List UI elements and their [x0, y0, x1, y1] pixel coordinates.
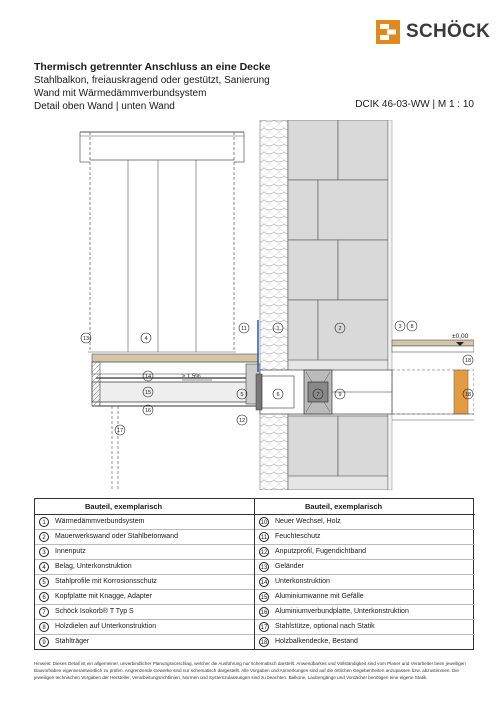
- part-label: Innenputz: [55, 548, 86, 555]
- disclaimer-note: Hinweis: Dieses Detail ist ein allgemeiner, unverbindlicher Planungsvorschlag, welcher die Ausführung nur schematisch darstellt. Anwendbarkeit und Vollständigkeit sind vom Planer und Verarbeiter beim jeweiligen Bauvorhaben eigenverantwortlich zu prüfen. Angrenzende Gewerke sind nur schematisch dargestellt. Alle Vorgaben und Anmerkungen sind auf die örtlichen Gegebenheiten anzupassen bzw. abzustimmen. Die jeweiligen technischen Vorgaben der Hersteller, Verarbeitungsrichtlinien, Normen und Systemzulassungen sind zu beachten. Balkone, Laubengänge und Vordächer benötigen eine eigene Statik.: [34, 661, 466, 680]
- level-label: ±0,00: [452, 333, 469, 340]
- callout-2: 2: [338, 326, 342, 332]
- part-number-badge: 17: [259, 622, 269, 632]
- parts-row: [255, 515, 475, 530]
- part-number-badge: 9: [39, 637, 49, 647]
- part-label: Anputzprofil, Fugendichtband: [275, 548, 367, 555]
- subtitle-1: Stahlbalkon, freiauskragend oder gestützt, Sanierung: [34, 75, 270, 86]
- parts-header-left: Bauteil, exemplarisch: [35, 499, 254, 515]
- parts-row: [255, 590, 475, 605]
- callout-17: 17: [116, 428, 124, 434]
- callout-1: 1: [276, 326, 280, 332]
- part-number-badge: 16: [259, 607, 269, 617]
- part-number-badge: 4: [39, 562, 49, 572]
- page-title: Thermisch getrennter Anschluss an eine Decke: [34, 61, 271, 73]
- part-label: Holzbalkendecke, Bestand: [275, 638, 358, 645]
- part-label: Stahlstütze, optional nach Statik: [275, 623, 375, 630]
- parts-header-right: Bauteil, exemplarisch: [255, 499, 475, 515]
- parts-column-right: [255, 499, 475, 649]
- callout-18b: 18: [464, 392, 472, 398]
- part-number-badge: 2: [39, 532, 49, 542]
- parts-row: [255, 545, 475, 560]
- parts-row: [255, 620, 475, 635]
- callout-11: 11: [241, 326, 247, 332]
- callout-9: 9: [338, 392, 342, 398]
- parts-row: [35, 590, 254, 605]
- callout-6: 6: [276, 392, 280, 398]
- parts-row: [255, 530, 475, 545]
- part-label: Aluminiumverbundplatte, Unterkonstruktion: [275, 608, 409, 615]
- part-number-badge: 3: [39, 547, 49, 557]
- subtitle-2: Wand mit Wärmedämmverbundsystem: [34, 88, 207, 99]
- part-number-badge: 11: [259, 532, 269, 542]
- parts-list-right: [255, 515, 475, 650]
- technical-drawing: [34, 120, 474, 490]
- part-label: Kopfplatte mit Knagge, Adapter: [55, 593, 152, 600]
- interior-plaster: [388, 120, 392, 490]
- callout-5: 5: [240, 392, 244, 398]
- balcony-deck: [92, 354, 260, 406]
- schoeck-logo-mark-icon: [376, 20, 400, 44]
- part-number-badge: 5: [39, 577, 49, 587]
- parts-row: [35, 545, 254, 560]
- part-label: Neuer Wechsel, Holz: [275, 518, 341, 525]
- parts-row: [35, 620, 254, 635]
- parts-row: [35, 530, 254, 545]
- callout-13: 13: [82, 336, 90, 342]
- parts-row: [255, 560, 475, 575]
- part-label: Unterkonstruktion: [275, 578, 330, 585]
- part-label: Mauerwerkswand oder Stahlbetonwand: [55, 533, 178, 540]
- callout-4: 4: [144, 336, 148, 342]
- parts-row: [35, 560, 254, 575]
- part-label: Geländer: [275, 563, 304, 570]
- subtitle-3: Detail oben Wand | unten Wand: [34, 101, 175, 112]
- part-number-badge: 10: [259, 517, 269, 527]
- callout-18a: 18: [464, 358, 472, 364]
- callout-8: 8: [410, 324, 414, 330]
- parts-row: [35, 515, 254, 530]
- part-label: Belag, Unterkonstruktion: [55, 563, 132, 570]
- etics-insulation: [260, 120, 288, 490]
- part-number-badge: 6: [39, 592, 49, 602]
- part-label: Stahlprofile mit Korrosionsschutz: [55, 578, 157, 585]
- callout-12: 12: [238, 418, 246, 424]
- part-label: Holzdielen auf Unterkonstruktion: [55, 623, 157, 630]
- part-number-badge: 7: [39, 607, 49, 617]
- parts-row: [35, 635, 254, 650]
- parts-row: [255, 635, 475, 650]
- part-number-badge: 18: [259, 637, 269, 647]
- part-number-badge: 14: [259, 577, 269, 587]
- part-label: Stahlträger: [55, 638, 90, 645]
- part-label: Feuchteschutz: [275, 533, 321, 540]
- part-number-badge: 13: [259, 562, 269, 572]
- part-number-badge: 12: [259, 547, 269, 557]
- part-number-badge: 1: [39, 517, 49, 527]
- schoeck-logo: [376, 20, 491, 44]
- parts-column-left: [35, 499, 255, 649]
- drawing-id: DCIK 46-03-WW | M 1 : 10: [355, 99, 474, 110]
- parts-table: [34, 498, 474, 650]
- brand-name: SCHÖCK: [406, 21, 491, 42]
- part-label: Schöck Isokorb® T Typ S: [55, 608, 134, 615]
- part-number-badge: 8: [39, 622, 49, 632]
- railing: [80, 132, 244, 352]
- callout-7: 7: [316, 392, 320, 398]
- part-label: Wärmedämmverbundsystem: [55, 518, 145, 525]
- parts-row: [255, 605, 475, 620]
- masonry-wall: [288, 120, 388, 490]
- callout-14: 14: [144, 374, 152, 380]
- parts-row: [35, 575, 254, 590]
- part-number-badge: 15: [259, 592, 269, 602]
- callout-3: 3: [398, 324, 402, 330]
- parts-row: [35, 605, 254, 620]
- callout-15: 15: [144, 390, 152, 396]
- callout-16: 16: [144, 408, 152, 414]
- parts-row: [255, 575, 475, 590]
- part-label: Aluminiumwanne mit Gefälle: [275, 593, 364, 600]
- timber-floor: [392, 340, 474, 420]
- parts-list-left: [35, 515, 254, 650]
- slope-label: ≥ 1,5%: [182, 374, 201, 380]
